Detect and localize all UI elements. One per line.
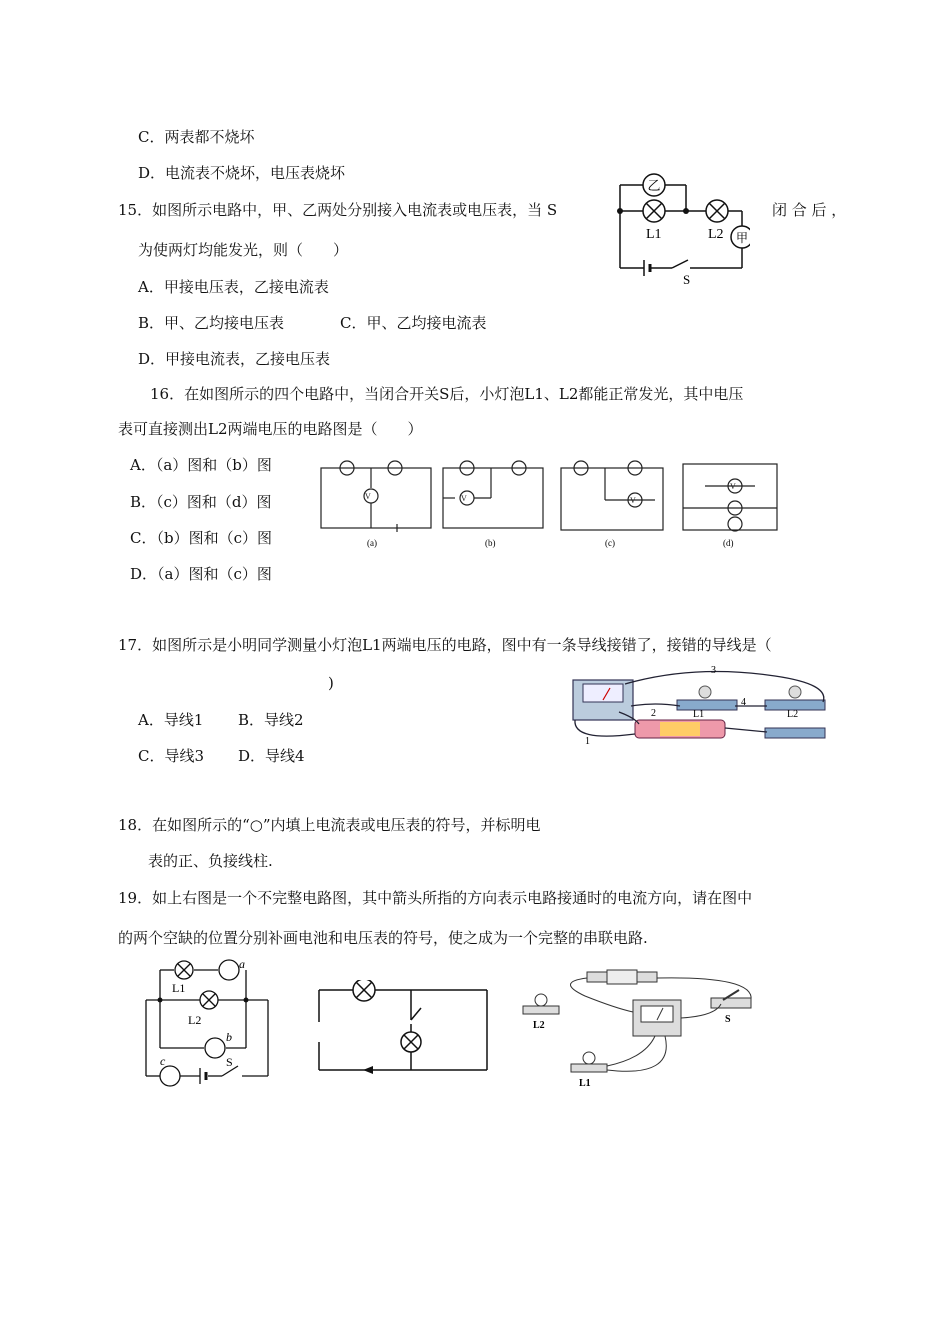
q15-fig-yi: 乙 [647,178,661,193]
q18-fig-l2: L2 [188,1013,202,1027]
q18-circuit-figure [138,958,278,1088]
q15-fig-s: S [683,272,691,287]
q17-fig-l1: L1 [693,709,705,720]
q16-fig-label-c: (c) [605,538,615,548]
q19-stem-line2: 的两个空缺的位置分别补画电池和电压表的符号，使之成为一个完整的串联电路. [118,929,648,947]
q18-fig-a: a [239,958,245,971]
q15-option-c: C．甲、乙均接电流表 [340,314,487,332]
q17-fig-wire1: 1 [585,736,590,747]
svg-text:V: V [630,496,636,505]
q16-stem-line2: 表可直接测出L2两端电压的电路图是（ ） [118,420,423,438]
q15-option-d: D．甲接电流表，乙接电压表 [138,350,331,368]
q15-fig-l1: L1 [646,227,662,242]
q18-stem-line1: 18．在如图所示的“○”内填上电流表或电压表的符号，并标明电 [118,816,541,834]
q15-circuit-figure [610,168,750,288]
q20-fig-s: S [725,1014,731,1025]
svg-text:V: V [365,492,371,501]
q15-option-a: A．甲接电压表，乙接电流表 [138,278,329,296]
q17-option-a: A．导线1 [138,711,204,729]
q18-fig-c: c [160,1054,166,1068]
svg-text:V: V [461,494,467,503]
q15-fig-l2: L2 [708,227,724,242]
q16-stem-line1: 16．在如图所示的四个电路中，当闭合开关S后，小灯泡L1、L2都能正常发光，其中电压 [150,385,744,403]
q17-apparatus-figure [565,662,845,750]
q20-fig-l2: L2 [533,1020,545,1031]
q17-option-c: C．导线3 [138,747,205,765]
q17-stem-line2: ) [328,674,334,692]
q15-stem-line2: 为使两灯均能发光，则（ ） [138,241,349,259]
q16-option-c: C．（b）图和（c）图 [130,529,272,547]
q14-option-c: C．两表都不烧坏 [138,128,255,146]
q17-fig-wire4: 4 [741,697,746,708]
q15-fig-jia: 甲 [735,231,749,245]
q16-option-a: A．（a）图和（b）图 [130,456,272,474]
q17-option-b: B．导线2 [238,711,304,729]
q18-fig-s: S [226,1055,233,1069]
q16-fig-label-b: (b) [485,538,496,548]
q16-fig-label-a: (a) [367,538,377,548]
q16-fig-label-d: (d) [723,538,734,548]
q18-fig-l1: L1 [172,981,186,995]
q20-apparatus-figure [515,968,765,1088]
q15-stem-line1: 15．如图所示电路中，甲、乙两处分别接入电流表或电压表，当 S [118,201,558,219]
q15-stem-line1-tail: 闭 合 后 ， [772,201,847,219]
q14-option-d: D．电流表不烧坏，电压表烧坏 [138,164,346,182]
q18-stem-line2: 表的正、负接线柱. [148,852,273,870]
q17-fig-wire2: 2 [651,708,656,719]
q16-four-circuits-figure [315,458,795,553]
q19-incomplete-circuit-figure [313,980,493,1080]
q16-option-d: D．（a）图和（c）图 [130,565,272,583]
current-direction-arrow-icon [363,1066,373,1074]
q17-option-d: D．导线4 [238,747,305,765]
q16-option-b: B．（c）图和（d）图 [130,493,272,511]
q15-option-b: B．甲、乙均接电压表 [138,314,285,332]
q19-stem-line1: 19．如上右图是一个不完整电路图，其中箭头所指的方向表示电路接通时的电流方向，请在图中 [118,889,753,907]
q20-fig-l1: L1 [579,1078,591,1088]
q17-fig-l2: L2 [787,709,799,720]
q17-stem-line1: 17．如图所示是小明同学测量小灯泡L1两端电压的电路，图中有一条导线接错了，接错的导线是（ [118,636,772,654]
svg-text:V: V [730,482,736,491]
q18-fig-b: b [226,1030,232,1044]
q17-fig-wire3: 3 [711,665,716,676]
